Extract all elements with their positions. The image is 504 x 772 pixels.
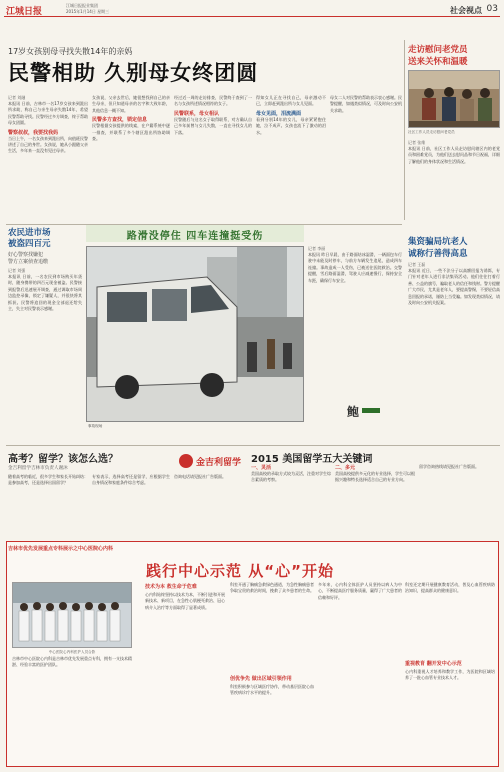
story1-kicker: 17岁女孩别母寻找失散14年的亲妈: [8, 47, 133, 56]
story5-col3: 留学咨询热线请见报社广告版面。: [419, 464, 479, 469]
people-photo-icon: [409, 71, 500, 128]
right-story-title: 走访慰问老党员 送来关怀和温暖: [408, 45, 468, 67]
story2-subtitle: 好心警察找嫌犯 警方立案侦查追缴: [8, 252, 49, 265]
qr-logo: [346, 402, 382, 420]
ad-group-photo: [12, 582, 132, 648]
street-van-photo-icon: [87, 247, 304, 422]
ad-top-label: 吉林市优先发展重点专科展示之中心医院心内科: [8, 546, 114, 552]
jinjili-logo-text: 金吉利留学: [196, 458, 242, 468]
ad-subhead-3: 重视教育 翻开发中心示范: [405, 661, 462, 667]
story1-col1: 记者 刘融 本报讯 日前，吉林市一名17岁女孩来到派出所求助，称自己与亲生母亲失散14年，希望民警帮助寻找。民警经过多方调查，终于帮助母女团圆。 警察叔叔，我要找我妈 当日上午，一名女孩来到派出所，向值班民警讲述了自己的身世。女孩说，她从小跟随父亲生活，多年来一直没有见过母亲。: [8, 95, 88, 154]
page-number: 03: [486, 4, 498, 14]
ad-col2: 心内科始终坚持以技术为本，不断引进和开展新技术、新项目，在急性心肌梗死救治、冠心病介入治疗等方面取得了显著成绩。: [145, 592, 225, 610]
right2-body: 记者 王磊 本报讯 近日，一些不法分子以高额回报为诱饵，专门针对老年人进行非法集资活动。他们往往打着行善、公益的旗号，骗取老人的信任和钱财。警方提醒广大市民，尤其是老年人，要提高警惕，不要轻信高息回报的承诺，谨防上当受骗。如发现类似情况，请及时向公安机关报案。: [408, 262, 500, 306]
story1-col4: 得知女儿正在寻找自己，母亲激动不已，立即赶到派出所与女儿见面。 母女见面，泪流满面 看到分别14年的女儿，母亲紧紧抱住她，泣不成声。女孩也流下了激动的泪水。: [256, 95, 326, 135]
ad-col5: 科室还定期开展健康教育活动，普及心血管疾病防治知识，提高群众的健康意识。: [405, 582, 495, 594]
story3-body: 记者 李丽 本报讯 昨日早晨，由于路面结冰湿滑，一辆面包车行驶中未能及时停车，与前方车辆发生追尾，造成四车连撞。事故造成一人受伤，已被送往医院救治。交警提醒，雪后路面湿滑，驾驶人应减速慢行，保持安全车距，确保行车安全。: [308, 246, 402, 283]
story4-col2: 专家表示，选择高考还是留学，应根据学生自身情况和家庭条件综合考虑。: [92, 474, 170, 486]
jinjili-logo: [178, 452, 248, 470]
story1-headline: 民警相助 久别母女终团圆: [8, 61, 259, 85]
story4-col1: 随着高考的临近，很多学生和家长开始纠结：是参加高考，还是选择出国留学？: [8, 474, 88, 486]
story5-col2: 二、多元 美国高校提供多元化的专业选择，学生可以根据兴趣和特长选择适合自己的专业方向。: [335, 465, 415, 483]
road-photo: [86, 246, 304, 422]
header-editor-line: 2015年1月14日 星期三: [66, 9, 110, 14]
row-divider-2: [6, 445, 500, 446]
story5-col1: 一、灵活 美国高校的录取方式较为灵活，注重对学生综合素质的考察。: [251, 465, 331, 483]
header-issue-line: 江城日报报业集团: [66, 3, 98, 8]
ad-col1: 吉林市中心医院心内科是吉林市优先发展重点专科，拥有一支技术精湛、经验丰富的医护团队。: [12, 656, 132, 668]
ad-col5b: 心内科重视人才培养和教学工作，为医院和区域培养了一批心血管专业技术人才。: [405, 669, 495, 681]
story1-col3: 经过近一周的走访排查，民警终于查到了一名与女孩所述情况相符的女子。 民警联系，母女相认 民警随后与这名女子取得联系，对方确认自己多年前曾与女儿失散，一直在寻找女儿的下落。: [174, 95, 252, 135]
ad-col4: 多年来，心内科全体医护人员坚持以病人为中心，不断提高医疗服务质量，赢得了广大患者的信赖和好评。: [318, 582, 402, 600]
story1-col5: 母女二人对民警的帮助表示衷心感谢。民警提醒，如遇类似情况，可及时向公安机关求助。: [330, 95, 402, 113]
section-name: 社会视点: [450, 6, 482, 15]
svg-text:鲍: 鲍: [347, 405, 360, 419]
ad-col3: 科室开通了胸痛急救绿色通道，为急性胸痛患者争取宝贵的救治时间，挽救了众多患者的生命。: [230, 582, 314, 594]
ad-subhead-1: 技术为本 救生命于危难: [145, 584, 197, 590]
gaokao-subtitle: 金吉利留学吉林市负责人谢沐: [8, 466, 68, 471]
road-story-headline: 路滑没停住 四车连撞挺受伤: [126, 231, 264, 242]
brand-mark-icon: [346, 402, 382, 420]
right-story-photo: [408, 70, 500, 128]
jinjili-logo-icon: [178, 452, 248, 470]
ad-headline: 践行中心示范 从“心”开始: [146, 562, 334, 580]
newspaper-logo: 江城日报: [6, 7, 43, 17]
ad-col3b: 科室积极参与区域医疗协作，带动基层医院心血管疾病诊疗水平的提升。: [230, 684, 314, 696]
story1-subhead-1: 警察叔叔，我要找我妈: [8, 129, 59, 136]
masthead: [4, 3, 500, 17]
story2-title: 农民进市场 被盗四百元: [8, 228, 51, 249]
story2-body: 记者 刘强 本报讯 日前，一名农民到市场购买年货时，随身携带的四百元现金被盗。民警接到报警后迅速展开调查，通过调取市场周边监控录像，锁定了嫌疑人，并很快将其抓获。民警将追回的现金全部退还给失主，失主对民警表示感谢。: [8, 268, 82, 312]
us-study-title: 2015 美国留学五大关键词: [251, 454, 373, 465]
ad-subhead-2: 创优争先 做出区域引领作用: [230, 676, 292, 682]
road-photo-caption: 事故现场: [88, 424, 103, 428]
column-divider: [404, 40, 405, 220]
ad-photo-caption: 中心医院心内科医护人员合影: [48, 650, 96, 654]
right-story-body: 记者 张维 本报讯 日前，社区工作人员走访慰问辖区内的老党员和困难党员，为他们送去慰问品和节日祝福，详细了解他们的身体状况和生活情况。: [408, 140, 500, 164]
right2-title: 集资骗局坑老人 诚称行善得高息: [408, 237, 468, 259]
doctors-photo-icon: [13, 583, 132, 648]
right-photo-caption: 社区工作人员走访慰问老党员: [408, 130, 455, 134]
gaokao-title: 高考？留学？该怎么选？: [8, 454, 118, 465]
story1-col2: 女孩说，父亲去世后，她很想找到自己的亲生母亲，但只知道母亲的名字和大致年龄，其他信息一概不知。 民警多方查找，锁定信息 民警根据女孩提供的线索，在户籍系统中逐一排查，并联系了多个辖区派出所协助调查。: [92, 95, 170, 142]
story4-col3: 咨询电话请见报社广告版面。: [174, 474, 226, 479]
